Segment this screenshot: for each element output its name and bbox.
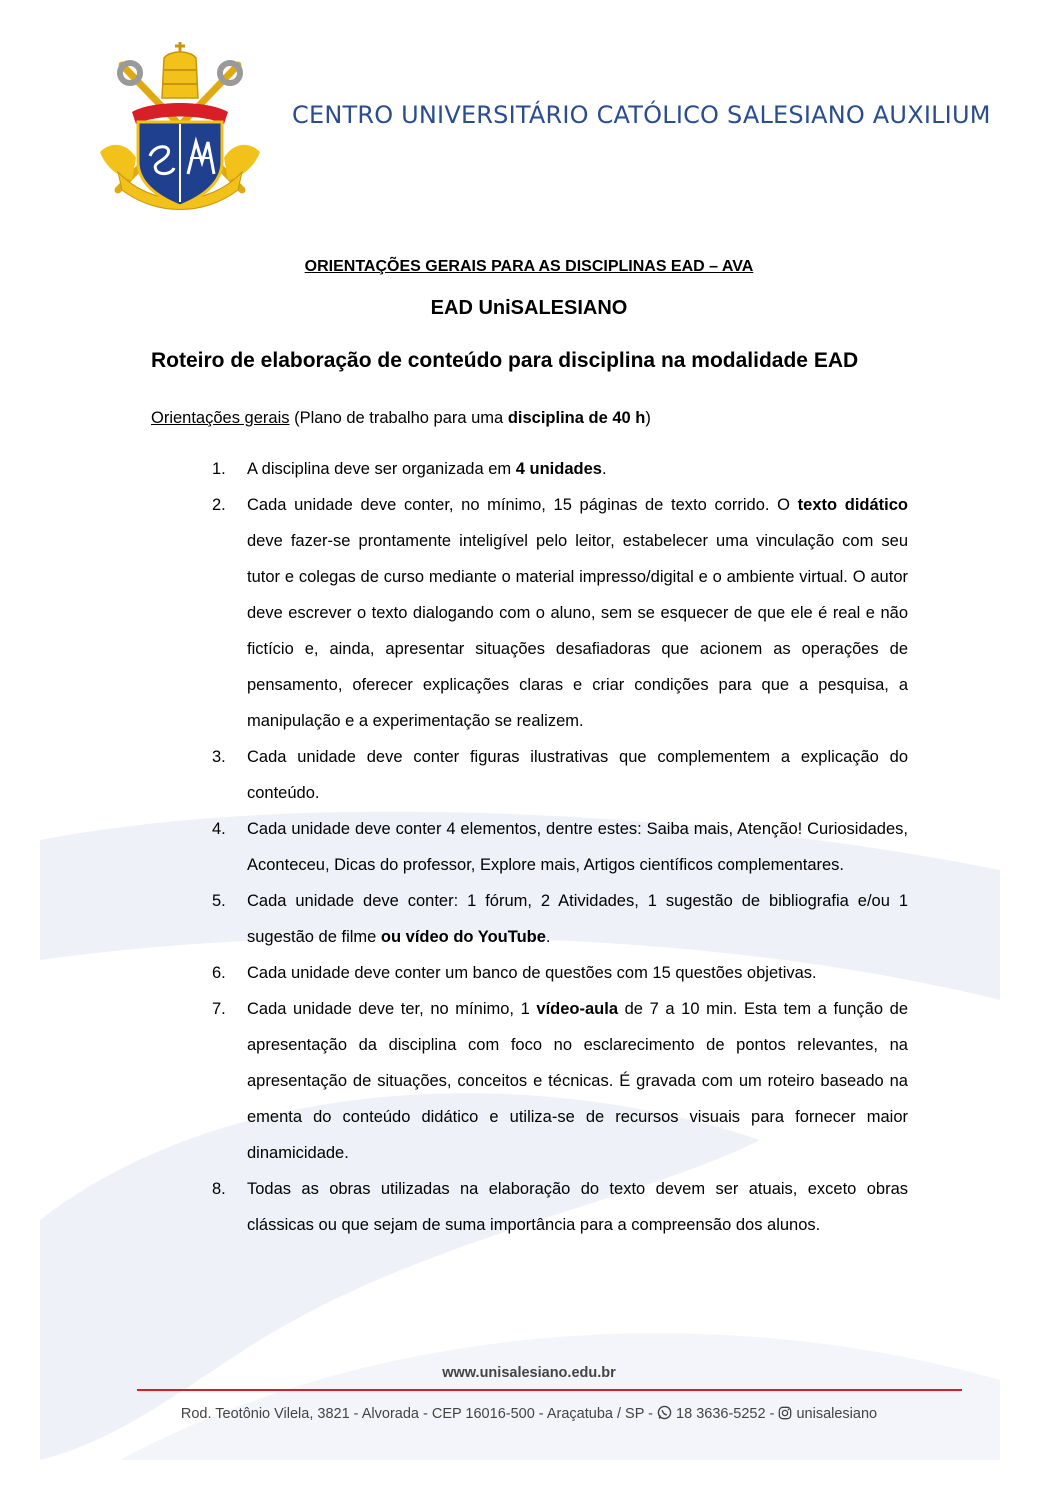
- guideline-item: [212, 991, 908, 1171]
- guideline-item: [212, 739, 908, 811]
- crest-logo-icon: [92, 40, 268, 210]
- item-text: A disciplina deve ser organizada em: [247, 460, 516, 478]
- intro-text: (Plano de trabalho para uma: [289, 409, 508, 427]
- guidelines-list: [212, 451, 908, 1243]
- instagram-icon: [778, 1406, 792, 1420]
- intro-underlined: Orientações gerais: [151, 409, 290, 427]
- section-heading: Roteiro de elaboração de conteúdo para disciplina na modalidade EAD: [151, 349, 859, 372]
- item-number: 7.: [212, 1000, 226, 1018]
- item-text: .: [601, 460, 607, 478]
- intro-line: [151, 409, 651, 428]
- item-text: Cada unidade deve ter, no mínimo, 1: [247, 1000, 537, 1018]
- intro-bold: disciplina de 40 h: [507, 409, 646, 427]
- item-bold-text: 4 unidades: [515, 460, 602, 478]
- footer-address-line: [0, 1405, 1058, 1422]
- item-number: 5.: [212, 892, 226, 910]
- item-text: Todas as obras utilizadas na elaboração do texto devem ser atuais, exceto obras clássicas ou que sejam de suma importância para a compreensão dos alunos.: [247, 1180, 908, 1234]
- item-text: deve fazer-se prontamente inteligível pelo leitor, estabelecer uma vinculação com seu tutor e colegas de curso mediante o material impresso/digital e o ambiente virtual. O autor deve escrever o texto dialogando com o aluno, sem se esquecer de que ele é real e não fictício e, ainda, apresentar situações desafiadoras que acionem as operações de pensamento, oferecer explicações claras e criar condições para que a pesquisa, a manipulação e a experimentação se realizem.: [247, 532, 908, 730]
- document-title: ORIENTAÇÕES GERAIS PARA AS DISCIPLINAS EAD – AVA: [304, 258, 754, 275]
- item-text: Cada unidade deve conter 4 elementos, dentre estes: Saiba mais, Atenção! Curiosidades, Aconteceu, Dicas do professor, Explore mais, Artigos científicos complementares.: [247, 820, 908, 874]
- item-number: 1.: [212, 460, 226, 478]
- footer-phone: 18 3636-5252: [676, 1406, 766, 1422]
- guideline-item: [212, 883, 908, 955]
- institution-name: CENTRO UNIVERSITÁRIO CATÓLICO SALESIANO AUXILIUM: [292, 101, 991, 129]
- guideline-item: [212, 811, 908, 883]
- footer-address: Rod. Teotônio Vilela, 3821 - Alvorada - CEP 16016-500 - Araçatuba / SP -: [180, 1406, 658, 1422]
- item-number: 8.: [212, 1180, 226, 1198]
- footer-divider: [137, 1389, 962, 1391]
- item-number: 3.: [212, 748, 226, 766]
- item-bold-text: ou vídeo do YouTube: [380, 928, 546, 946]
- guideline-item: [212, 955, 908, 991]
- item-number: 6.: [212, 964, 226, 982]
- item-text: Cada unidade deve conter um banco de questões com 15 questões objetivas.: [247, 964, 817, 982]
- item-text: Cada unidade deve conter figuras ilustrativas que complementem a explicação do conteúdo.: [247, 748, 908, 802]
- guideline-item: [212, 451, 908, 487]
- item-text: .: [545, 928, 551, 946]
- footer-separator: -: [765, 1406, 779, 1422]
- guideline-item: [212, 487, 908, 739]
- footer-website[interactable]: www.unisalesiano.edu.br: [442, 1365, 616, 1381]
- footer-instagram: unisalesiano: [796, 1406, 878, 1422]
- item-number: 2.: [212, 496, 226, 514]
- whatsapp-icon: [657, 1405, 672, 1420]
- item-text: Cada unidade deve conter: 1 fórum, 2 Atividades, 1 sugestão de bibliografia e/ou 1 sugestão de filme: [247, 892, 908, 946]
- document-subtitle: EAD UniSALESIANO: [430, 297, 628, 319]
- intro-close: ): [645, 409, 651, 427]
- item-number: 4.: [212, 820, 226, 838]
- item-text: Cada unidade deve conter, no mínimo, 15 páginas de texto corrido. O: [247, 496, 798, 514]
- item-bold-text: vídeo-aula: [536, 1000, 619, 1018]
- guideline-item: [212, 1171, 908, 1243]
- item-bold-text: texto didático: [797, 496, 908, 514]
- item-text: de 7 a 10 min. Esta tem a função de apresentação da disciplina com foco no esclarecimento de pontos relevantes, na apresentação de situações, conceitos e técnicas. É gravada com um roteiro baseado na ementa do conteúdo didático e utiliza-se de recursos visuais para fornecer maior dinamicidade.: [247, 1000, 908, 1162]
